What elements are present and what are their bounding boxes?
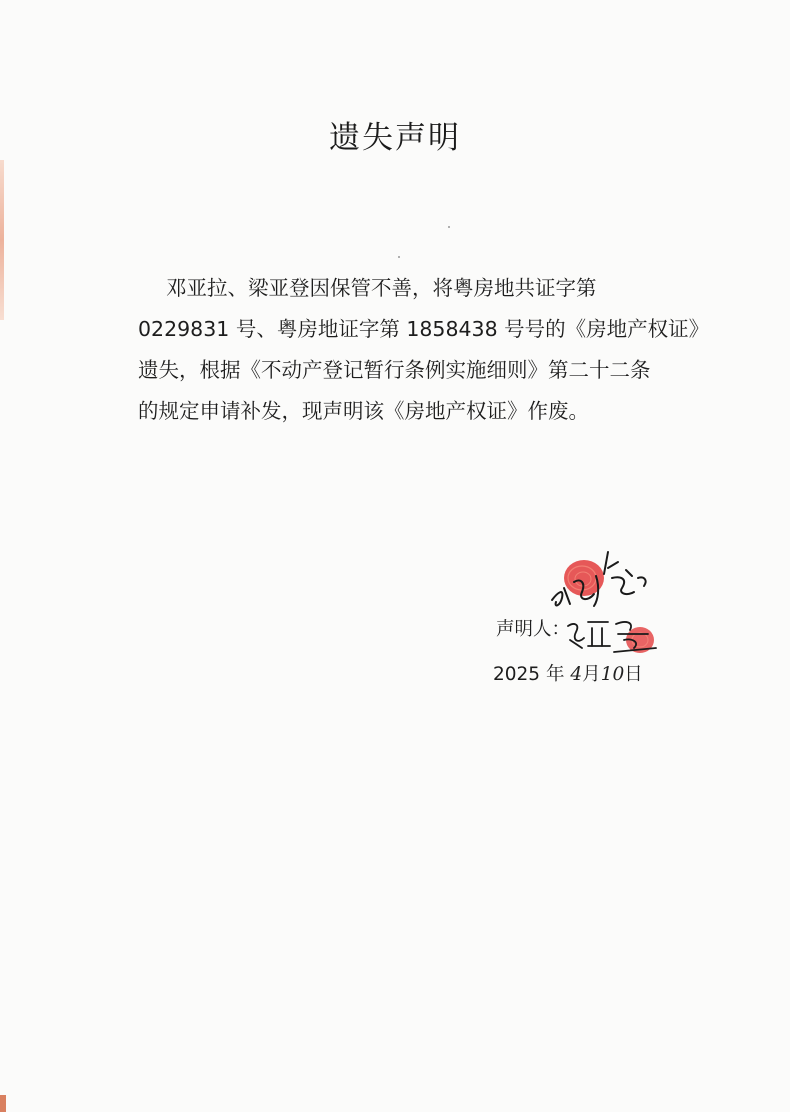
scan-edge-mark [0, 160, 4, 320]
date-month-suffix: 月 [582, 664, 601, 685]
declaration-paragraph [138, 268, 710, 432]
paragraph-line-3: 遗失，根据《不动产登记暂行条例实施细则》第二十二条 [138, 358, 651, 382]
paragraph-line-1: 邓亚拉、梁亚登因保管不善，将粤房地共证字第 [166, 276, 597, 300]
date-month-handwritten: 4 [570, 664, 583, 685]
paragraph-line-4: 的规定申请补发，现声明该《房地产权证》作废。 [138, 399, 589, 423]
scan-speck [398, 256, 400, 258]
paragraph-line-2: 0229831 号、粤房地证字第 1858438 号号的《房地产权证》 [138, 317, 710, 341]
signature-fingerprint-seal [548, 548, 668, 678]
scan-edge-mark-bottom [0, 1095, 6, 1112]
document-title: 遗失声明 [329, 120, 461, 156]
signing-date [493, 660, 643, 686]
date-day-suffix: 日 [624, 664, 643, 685]
date-day-handwritten: 10 [600, 664, 625, 685]
date-year: 2025 [493, 664, 541, 685]
date-year-suffix: 年 [545, 664, 565, 685]
scan-speck [448, 226, 450, 228]
declarant-label: 声明人： [496, 619, 571, 640]
